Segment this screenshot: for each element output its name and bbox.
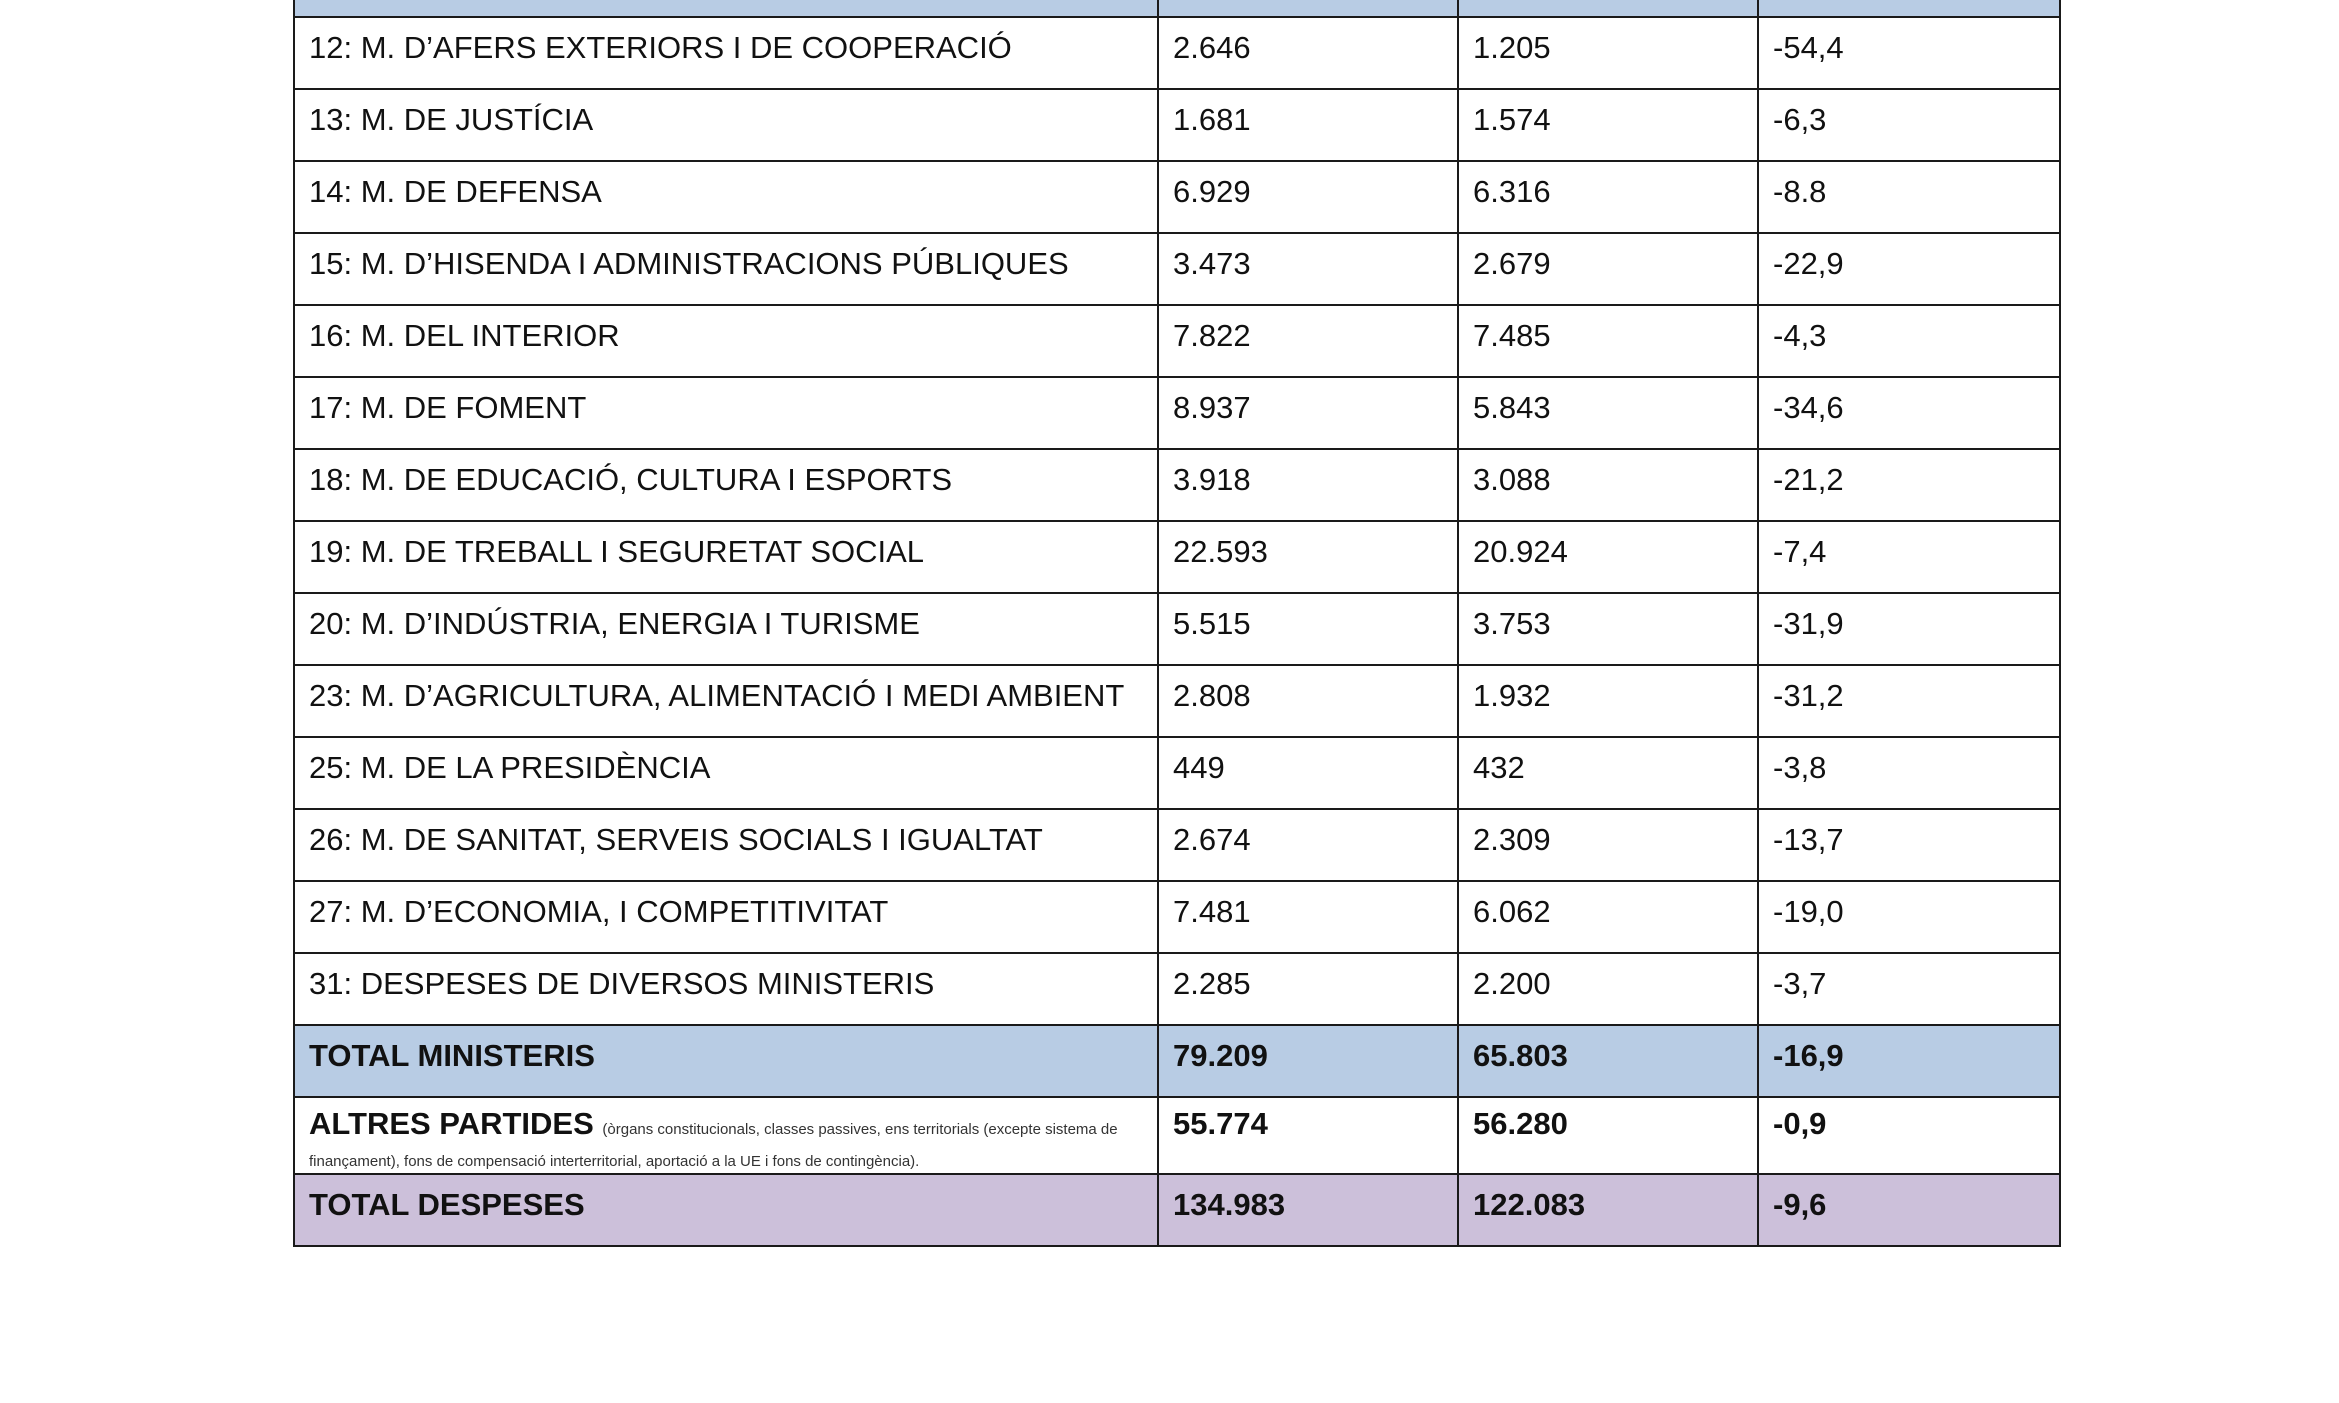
row-value-2012: 3.753 bbox=[1458, 593, 1758, 665]
row-value-2011: 3.473 bbox=[1158, 233, 1458, 305]
row-change: -22,9 bbox=[1758, 233, 2060, 305]
row-value-2012: 6.316 bbox=[1458, 161, 1758, 233]
altres-partides-cell bbox=[294, 1097, 1158, 1174]
row-value-2012: 6.062 bbox=[1458, 881, 1758, 953]
total-ministeris-2012: 65.803 bbox=[1458, 1025, 1758, 1097]
row-change: -8.8 bbox=[1758, 161, 2060, 233]
table-row bbox=[294, 449, 2060, 521]
row-section: 23: M. D’AGRICULTURA, ALIMENTACIÓ I MEDI AMBIENT bbox=[294, 665, 1158, 737]
row-change: -6,3 bbox=[1758, 89, 2060, 161]
row-section: 14: M. DE DEFENSA bbox=[294, 161, 1158, 233]
total-despeses-2012: 122.083 bbox=[1458, 1174, 1758, 1246]
row-section: 27: M. D’ECONOMIA, I COMPETITIVITAT bbox=[294, 881, 1158, 953]
row-value-2011: 1.681 bbox=[1158, 89, 1458, 161]
total-despeses-2011: 134.983 bbox=[1158, 1174, 1458, 1246]
row-value-2011: 2.285 bbox=[1158, 953, 1458, 1025]
row-section: 26: M. DE SANITAT, SERVEIS SOCIALS I IGUALTAT bbox=[294, 809, 1158, 881]
row-value-2011: 6.929 bbox=[1158, 161, 1458, 233]
row-change: -4,3 bbox=[1758, 305, 2060, 377]
row-value-2011: 449 bbox=[1158, 737, 1458, 809]
row-value-2012: 5.843 bbox=[1458, 377, 1758, 449]
row-section: 12: M. D’AFERS EXTERIORS I DE COOPERACIÓ bbox=[294, 17, 1158, 89]
total-despeses-change: -9,6 bbox=[1758, 1174, 2060, 1246]
total-despeses-row bbox=[294, 1174, 2060, 1246]
row-value-2012: 1.932 bbox=[1458, 665, 1758, 737]
row-section: 25: M. DE LA PRESIDÈNCIA bbox=[294, 737, 1158, 809]
row-section: 18: M. DE EDUCACIÓ, CULTURA I ESPORTS bbox=[294, 449, 1158, 521]
row-change: -19,0 bbox=[1758, 881, 2060, 953]
row-section: 16: M. DEL INTERIOR bbox=[294, 305, 1158, 377]
table-row bbox=[294, 809, 2060, 881]
header-change bbox=[1758, 0, 2060, 17]
altres-partides-2011: 55.774 bbox=[1158, 1097, 1458, 1174]
row-value-2011: 5.515 bbox=[1158, 593, 1458, 665]
header-year-2012 bbox=[1458, 0, 1758, 17]
table-row bbox=[294, 593, 2060, 665]
row-change: -3,8 bbox=[1758, 737, 2060, 809]
table-row bbox=[294, 665, 2060, 737]
row-value-2011: 8.937 bbox=[1158, 377, 1458, 449]
row-value-2012: 432 bbox=[1458, 737, 1758, 809]
table-row bbox=[294, 737, 2060, 809]
row-change: -34,6 bbox=[1758, 377, 2060, 449]
table-row bbox=[294, 521, 2060, 593]
table-row bbox=[294, 953, 2060, 1025]
total-ministeris-change: -16,9 bbox=[1758, 1025, 2060, 1097]
row-section: 15: M. D’HISENDA I ADMINISTRACIONS PÚBLIQUES bbox=[294, 233, 1158, 305]
row-value-2012: 2.200 bbox=[1458, 953, 1758, 1025]
row-change: -21,2 bbox=[1758, 449, 2060, 521]
row-change: -7,4 bbox=[1758, 521, 2060, 593]
row-value-2012: 1.205 bbox=[1458, 17, 1758, 89]
row-value-2012: 7.485 bbox=[1458, 305, 1758, 377]
altres-partides-label: ALTRES PARTIDES bbox=[309, 1106, 594, 1141]
row-value-2011: 2.646 bbox=[1158, 17, 1458, 89]
row-value-2011: 7.822 bbox=[1158, 305, 1458, 377]
row-change: -54,4 bbox=[1758, 17, 2060, 89]
row-change: -31,2 bbox=[1758, 665, 2060, 737]
altres-partides-note: (òrgans constitucionals, classes passives, ens territorials (excepte sistema de finançament), fons de compensació interterritorial, aportació a la UE i fons de contingència). bbox=[309, 1121, 1118, 1171]
row-section: 17: M. DE FOMENT bbox=[294, 377, 1158, 449]
table-row bbox=[294, 305, 2060, 377]
row-section: 19: M. DE TREBALL I SEGURETAT SOCIAL bbox=[294, 521, 1158, 593]
budget-table bbox=[293, 0, 2061, 1247]
altres-partides-row bbox=[294, 1097, 2060, 1174]
total-ministeris-row bbox=[294, 1025, 2060, 1097]
altres-partides-2012: 56.280 bbox=[1458, 1097, 1758, 1174]
row-change: -3,7 bbox=[1758, 953, 2060, 1025]
row-change: -13,7 bbox=[1758, 809, 2060, 881]
table-row bbox=[294, 233, 2060, 305]
row-value-2012: 2.309 bbox=[1458, 809, 1758, 881]
budget-table-body bbox=[294, 0, 2060, 1246]
row-section: 13: M. DE JUSTÍCIA bbox=[294, 89, 1158, 161]
header-row bbox=[294, 0, 2060, 17]
altres-partides-change: -0,9 bbox=[1758, 1097, 2060, 1174]
table-row bbox=[294, 881, 2060, 953]
row-value-2011: 7.481 bbox=[1158, 881, 1458, 953]
row-change: -31,9 bbox=[1758, 593, 2060, 665]
table-row bbox=[294, 89, 2060, 161]
header-year-2011 bbox=[1158, 0, 1458, 17]
row-section: 20: M. D’INDÚSTRIA, ENERGIA I TURISME bbox=[294, 593, 1158, 665]
total-despeses-label: TOTAL DESPESES bbox=[294, 1174, 1158, 1246]
row-value-2011: 2.674 bbox=[1158, 809, 1458, 881]
row-value-2012: 20.924 bbox=[1458, 521, 1758, 593]
header-section bbox=[294, 0, 1158, 17]
row-section: 31: DESPESES DE DIVERSOS MINISTERIS bbox=[294, 953, 1158, 1025]
row-value-2011: 3.918 bbox=[1158, 449, 1458, 521]
table-row bbox=[294, 161, 2060, 233]
table-row bbox=[294, 377, 2060, 449]
row-value-2012: 3.088 bbox=[1458, 449, 1758, 521]
row-value-2011: 2.808 bbox=[1158, 665, 1458, 737]
table-row bbox=[294, 17, 2060, 89]
row-value-2012: 1.574 bbox=[1458, 89, 1758, 161]
total-ministeris-2011: 79.209 bbox=[1158, 1025, 1458, 1097]
total-ministeris-label: TOTAL MINISTERIS bbox=[294, 1025, 1158, 1097]
row-value-2012: 2.679 bbox=[1458, 233, 1758, 305]
row-value-2011: 22.593 bbox=[1158, 521, 1458, 593]
